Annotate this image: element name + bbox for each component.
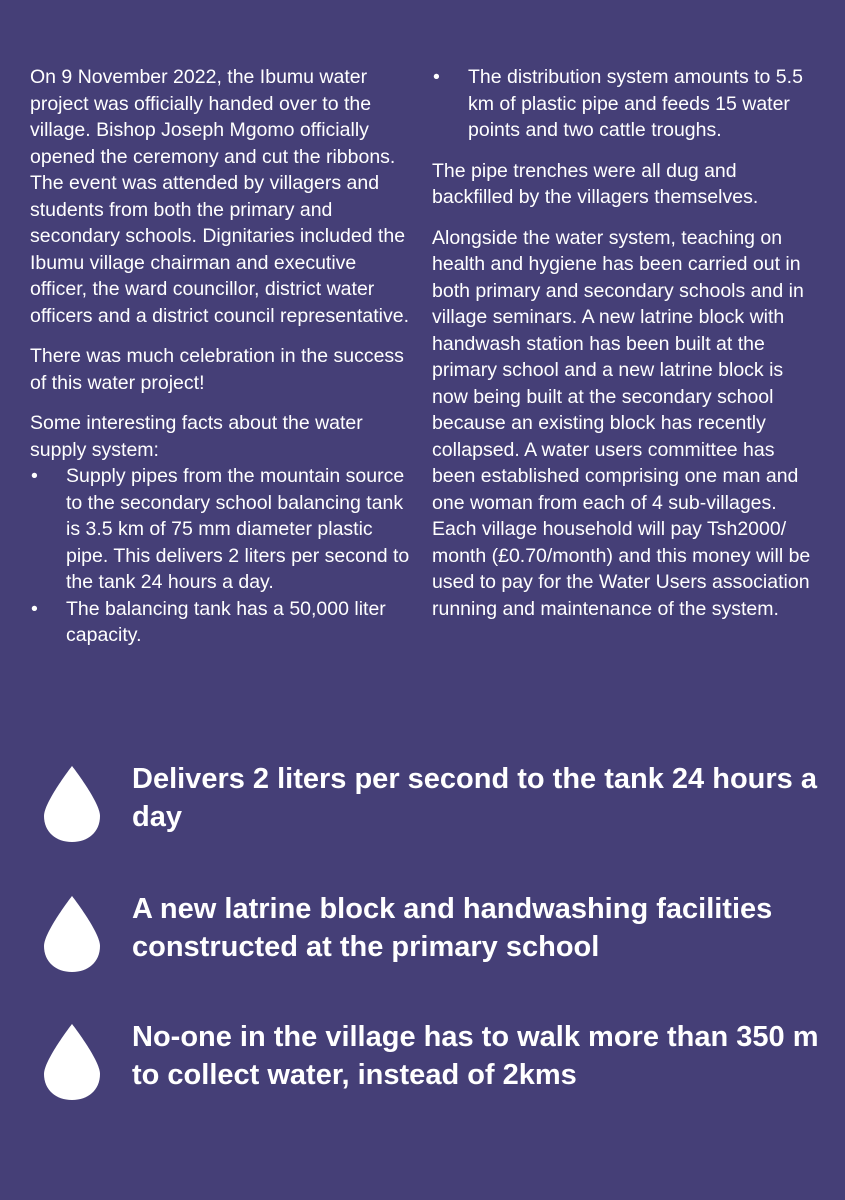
highlight-item: [42, 890, 822, 974]
highlight-text: A new latrine block and handwashing facilities constructed at the primary school: [132, 893, 773, 963]
list-item: • The distribution system amounts to 5.5 km of plastic pipe and feeds 15 water points and two cattle troughs.: [432, 64, 820, 144]
highlight-item: [42, 760, 822, 844]
highlight-item: [42, 1018, 822, 1102]
trenches-paragraph: The pipe trenches were all dug and backfilled by the villagers themselves.: [432, 159, 759, 208]
highlight-text: Delivers 2 liters per second to the tank 24 hours a day: [132, 763, 817, 833]
hygiene-paragraph: Alongside the water system, teaching on health and hygiene has been carried out in both primary and secondary schools and in village seminars. A new latrine block with handwash station has been built at the primary school and a new latrine block is now being built at the secondary school because an existing block has recently collapsed. A water users committee has been established comprising one man and one woman from each of 4 sub-villages. Each village household will pay Tsh2000/ month (£0.70/month) and this money will be used to pay for the Water Users association running and maintenance of the system.: [432, 226, 811, 620]
highlight-text: No-one in the village has to walk more than 350 m to collect water, instead of 2kms: [132, 1021, 819, 1091]
water-drop-icon: [42, 764, 102, 844]
article-columns: [30, 64, 820, 663]
water-drop-icon: [42, 1022, 102, 1102]
list-item: • The balancing tank has a 50,000 liter capacity.: [30, 596, 415, 649]
handover-paragraph: On 9 November 2022, the Ibumu water project was officially handed over to the village. Bishop Joseph Mgomo officially opened the ceremony and cut the ribbons. The event was attended by villagers and students from both the primary and secondary schools. Dignitaries included the Ibumu village chairman and executive officer, the ward councillor, district water officers and a district council representative.: [30, 66, 409, 327]
left-column: [30, 64, 415, 663]
list-item: • Supply pipes from the mountain source to the secondary school balancing tank is 3.5 km of 75 mm diameter plastic pipe. This delivers 2 liters per second to the tank 24 hours a day.: [30, 463, 415, 596]
water-drop-icon: [42, 894, 102, 974]
celebration-paragraph: There was much celebration in the success of this water project!: [30, 345, 404, 394]
facts-list-continued: [432, 64, 820, 144]
facts-intro-paragraph: Some interesting facts about the water supply system:: [30, 412, 363, 461]
right-column: [432, 64, 820, 663]
facts-list: [30, 463, 415, 649]
